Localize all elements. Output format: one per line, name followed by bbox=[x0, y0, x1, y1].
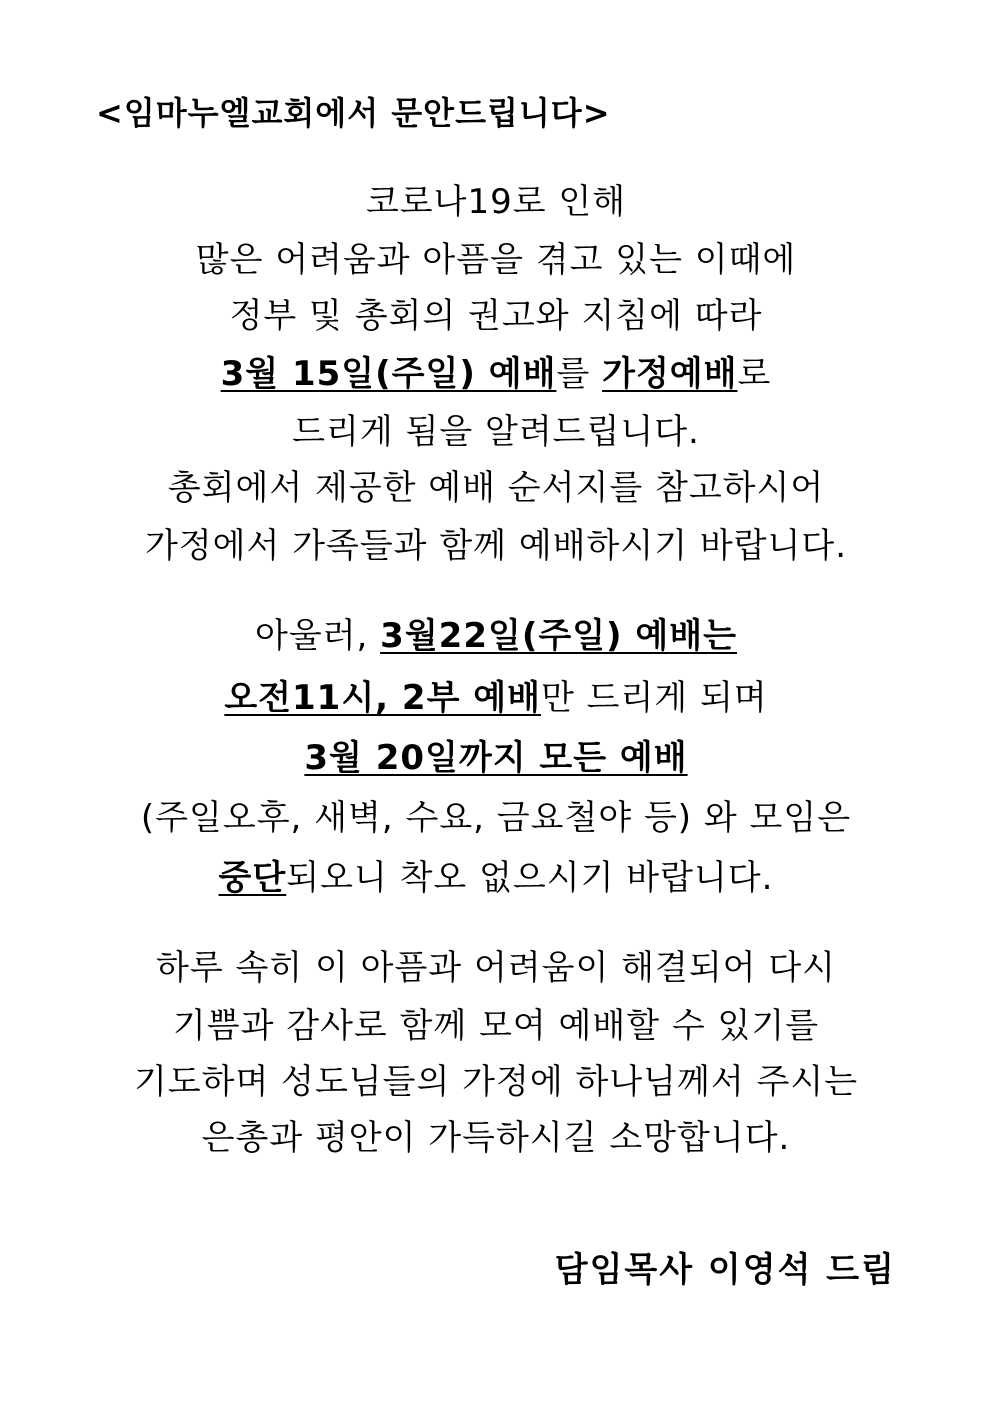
notice-title: <임마누엘교회에서 문안드립니다> bbox=[96, 94, 611, 132]
p2-line-4: (주일오후, 새벽, 수요, 금요철야 등) 와 모임은 bbox=[140, 798, 852, 838]
p3-line-1: 하루 속히 이 아픔과 어려움이 해결되어 다시 bbox=[155, 948, 837, 988]
home-worship-highlight: 가정예배 bbox=[602, 354, 738, 394]
p2-line-3 bbox=[0, 736, 992, 780]
p1-line-1: 코로나19로 인해 bbox=[365, 182, 627, 222]
p2-line-5-text: 되오니 착오 없으시기 바랍니다. bbox=[286, 858, 774, 898]
suspension-period-highlight: 3월 20일까지 모든 예배 bbox=[304, 738, 688, 778]
p2-line-2-text: 만 드리게 되며 bbox=[540, 678, 768, 718]
p3-line-4: 은총과 평안이 가득하시길 소망합니다. bbox=[201, 1118, 791, 1158]
p1-line-5: 드리게 됨을 알려드립니다. bbox=[292, 412, 700, 452]
p2-line-1 bbox=[0, 614, 992, 658]
p1-line-4 bbox=[0, 352, 992, 396]
march22-worship-highlight: 3월22일(주일) 예배는 bbox=[380, 616, 737, 656]
p1-line-3: 정부 및 총회의 권고와 지침에 따라 bbox=[229, 296, 763, 336]
p2-line-1-text: 아울러, bbox=[255, 616, 381, 656]
second-service-highlight: 오전11시, 2부 예배 bbox=[224, 678, 541, 718]
signature: 담임목사 이영석 드림 bbox=[554, 1250, 896, 1290]
p1-line-2: 많은 어려움과 아픔을 겪고 있는 이때에 bbox=[195, 240, 797, 280]
p1-line-4-text-a: 를 bbox=[556, 354, 603, 394]
p1-line-4-text-b: 로 bbox=[737, 354, 772, 394]
worship-date-highlight: 3월 15일(주일) 예배 bbox=[220, 354, 557, 394]
p3-line-2: 기쁨과 감사로 함께 모여 예배할 수 있기를 bbox=[172, 1006, 820, 1046]
p1-line-6: 총회에서 제공한 예배 순서지를 참고하시어 bbox=[167, 468, 825, 508]
p3-line-3: 기도하며 성도님들의 가정에 하나님께서 주시는 bbox=[133, 1062, 859, 1102]
suspension-highlight: 중단 bbox=[218, 858, 287, 898]
p2-line-2 bbox=[0, 676, 992, 720]
p2-line-5 bbox=[0, 856, 992, 900]
p1-line-7: 가정에서 가족들과 함께 예배하시기 바랍니다. bbox=[144, 526, 848, 566]
